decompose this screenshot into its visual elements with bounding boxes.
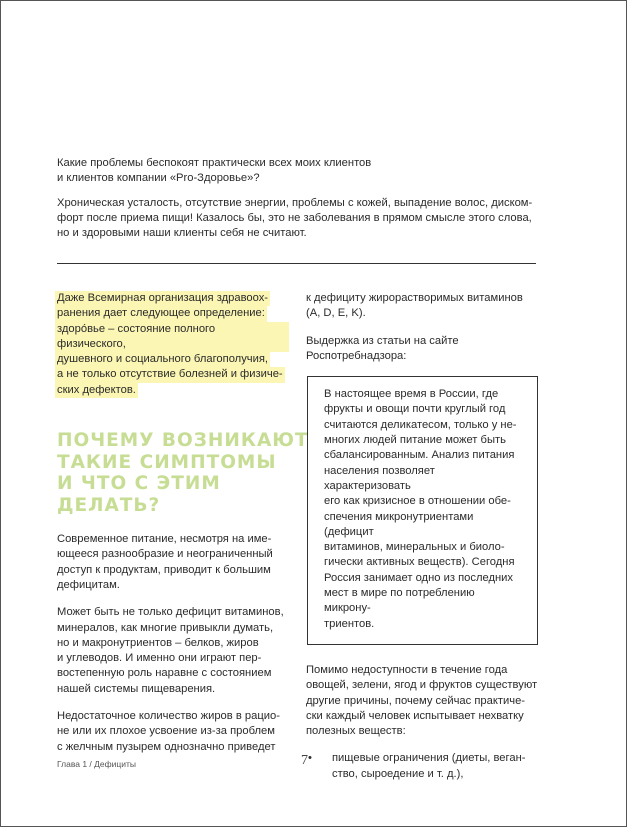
paragraph-macronutrients <box>57 605 289 697</box>
text-line: спечения микронутриентами (дефицит <box>324 510 474 538</box>
causes-list <box>306 751 538 782</box>
text-line: Выдержка из статьи на сайте <box>306 334 459 347</box>
text-line: гически активных веществ). Сегодня <box>324 556 515 569</box>
quote-text <box>324 387 523 632</box>
text-line: Какие проблемы беспокоят практически всех моих клиентов <box>57 157 372 169</box>
text-line: с желчным пузырем однозначно приведет <box>57 740 276 753</box>
text-line: востепенную роль наравне с состоянием <box>57 667 272 680</box>
page-number: 7 <box>301 753 308 768</box>
who-definition-highlight <box>57 291 289 398</box>
divider-rule <box>57 263 536 264</box>
paragraph-fat-soluble-vitamins <box>306 291 538 322</box>
right-column <box>306 291 538 782</box>
causes-intro <box>306 663 538 739</box>
heading-line: ТАКИЕ СИМПТОМЫ <box>57 451 277 473</box>
paragraph-fats <box>57 709 289 755</box>
text-line: ющееся разнообразие и неограниченный <box>57 548 273 561</box>
intro-question <box>57 156 537 187</box>
text-line: ски каждый человек испытывает нехватку <box>306 709 524 722</box>
list-item <box>306 751 538 782</box>
text-line: считаются деликатесом, только у не- <box>324 418 517 431</box>
text-line: витаминов, минеральных и биоло- <box>324 541 505 554</box>
text-line: нашей системы пищеварения. <box>57 682 216 695</box>
text-line: многих людей питание может быть <box>324 434 506 447</box>
text-line: (A, D, E, K). <box>306 307 366 320</box>
text-line: но и здоровыми наши клиенты себя не считают. <box>57 227 307 240</box>
highlighted-line: а не только отсутствие болезней и физиче- <box>55 367 285 382</box>
text-line: Недостаточное количество жиров в рацио- <box>57 710 280 723</box>
text-line: его как кризисное в отношении обе- <box>324 495 511 508</box>
text-line: Роспотребнадзора: <box>306 349 407 362</box>
text-line: В настоящее время в России, где <box>324 388 499 401</box>
section-heading <box>57 430 309 516</box>
text-line: но и макронутриентов – белков, жиров <box>57 636 259 649</box>
text-line: форт после приема пищи! Казалось бы, это не заболевания в прямом смысле этого слова, <box>57 211 532 224</box>
highlighted-line: ских дефектов. <box>55 383 138 398</box>
text-line: Россия занимает одно из последних <box>324 571 513 584</box>
footer-chapter-label: Глава 1 / Дефициты <box>57 759 136 769</box>
text-line: доступ к продуктам, приводит к большим <box>57 563 271 576</box>
text-line: мест в мире по потреблению микрону- <box>324 587 475 615</box>
heading-line: И ЧТО С ЭТИМ <box>57 473 221 495</box>
highlighted-line: Даже Всемирная организация здравоох- <box>55 291 270 306</box>
text-line: фрукты и овощи почти круглый год <box>324 403 506 416</box>
text-line: к дефициту жирорастворимых витаминов <box>306 292 523 304</box>
text-line: не или их плохое усвоение из-за проблем <box>57 725 275 738</box>
heading-line: ПОЧЕМУ ВОЗНИКАЮТ <box>57 430 309 452</box>
text-line: Современное питание, несмотря на име- <box>57 533 272 546</box>
highlighted-line: душевного и социального благополучия, <box>55 352 270 367</box>
text-line: Хроническая усталость, отсутствие энергии, проблемы с кожей, выпадение волос, диском- <box>57 196 533 209</box>
text-line: ство, сыроедение и т. д.), <box>332 767 464 780</box>
text-line: пищевые ограничения (диеты, веган- <box>332 752 526 765</box>
text-line: и углеводов. И именно они играют пер- <box>57 652 262 665</box>
quote-box <box>307 376 538 645</box>
paragraph-modern-nutrition <box>57 532 289 593</box>
text-line: Помимо недоступности в течение года <box>306 663 508 676</box>
text-line: Может быть не только дефицит витаминов, <box>57 606 284 619</box>
text-line: населения позволяет характеризовать <box>324 464 435 492</box>
heading-line: ДЕЛАТЬ? <box>57 494 161 516</box>
text-line: минералов, как многие привыкли думать, <box>57 621 274 634</box>
text-line: овощей, зелени, ягод и фруктов существуют <box>306 679 538 692</box>
excerpt-intro <box>306 334 538 365</box>
intro-answer <box>57 196 537 242</box>
bullet-icon: • <box>308 752 312 765</box>
highlighted-line: здоро́вье – состояние полного физического, <box>55 322 289 353</box>
text-line: другие причины, почему сейчас практиче- <box>306 694 526 707</box>
intro-block <box>57 156 537 250</box>
left-column <box>57 291 309 767</box>
highlighted-line: ранения дает следующее определение: <box>55 306 267 321</box>
text-line: и клиентов компании «Pro-Здоровье»? <box>57 172 260 185</box>
text-line: сбалансированным. Анализ питания <box>324 449 515 462</box>
text-line: триентов. <box>324 617 375 630</box>
text-line: полезных веществ: <box>306 725 406 738</box>
text-line: дефицитам. <box>57 578 120 591</box>
